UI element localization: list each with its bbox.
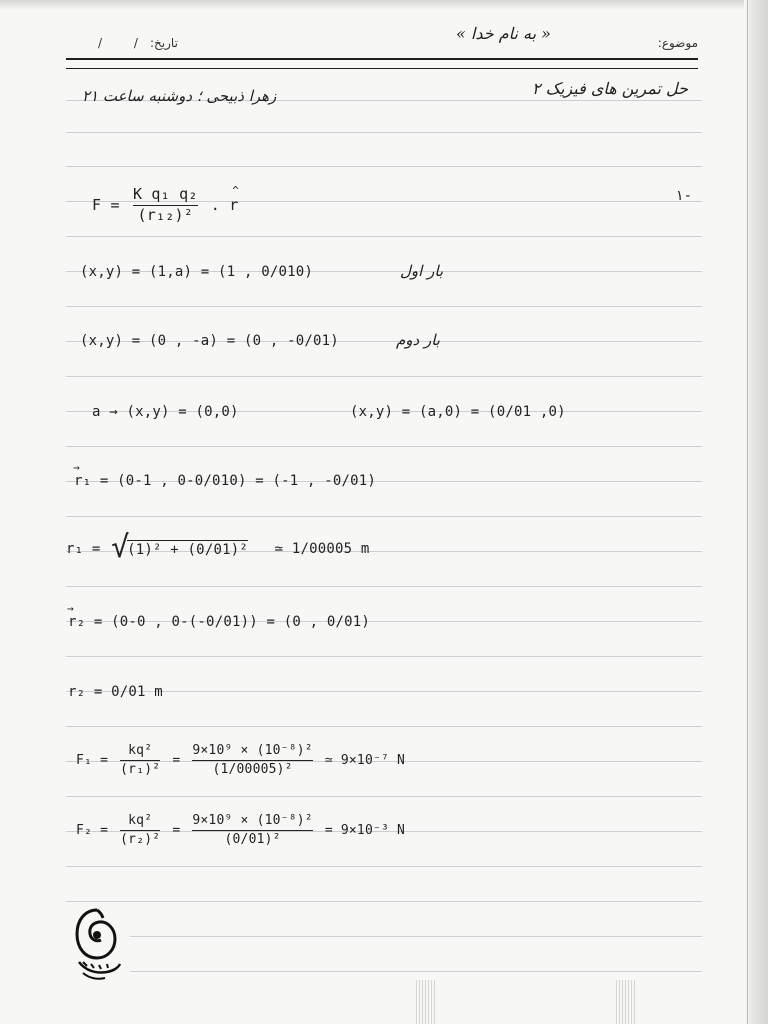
fraction-bar xyxy=(120,830,160,832)
r1-mag-lhs: r₁ = xyxy=(66,541,101,557)
point-a-position: (x,y) = (a,0) = (0/01 ,0) xyxy=(350,404,566,420)
ruled-line xyxy=(130,936,702,937)
f1-frac2-num: 9×10⁹ × (10⁻⁸)² xyxy=(192,743,313,758)
fraction-bar xyxy=(192,760,312,762)
charge1-position: (x,y) = (1,a) = (1 , 0/010) xyxy=(80,264,313,280)
page-title: « به نام خدا » xyxy=(456,24,551,43)
formula-numerator: K q₁ q₂ xyxy=(132,185,198,203)
f2-fraction-2 xyxy=(192,814,312,847)
ruled-line xyxy=(66,516,702,517)
coulomb-formula: F = $\frac{\text{K q₁ q₂}}{\text{(r₁₂)²}}$ . ^ r xyxy=(92,187,239,224)
fraction-bar xyxy=(120,760,160,762)
formula-fraction xyxy=(133,187,198,224)
r1-magnitude xyxy=(66,530,370,565)
f2-lhs: F₂ = xyxy=(76,822,109,838)
charge2-position: (x,y) = (0 , -a) = (0 , -0/01) xyxy=(80,333,339,349)
formula-lhs: F xyxy=(92,196,102,214)
ruled-line xyxy=(66,446,702,447)
formula-denominator: (r₁₂)² xyxy=(137,206,193,225)
ruled-line xyxy=(66,866,702,867)
problem-number: ١- xyxy=(675,188,692,204)
square-root xyxy=(111,530,248,565)
page-right-edge xyxy=(744,0,768,1024)
f1-fraction-2 xyxy=(192,744,312,777)
binding-shadow xyxy=(616,980,636,1024)
header-rule-thin xyxy=(66,68,698,69)
sqrt-body: (1)² + (0/01)² xyxy=(127,542,248,558)
ruled-line xyxy=(66,726,702,727)
ruled-line xyxy=(66,166,702,167)
ruled-line xyxy=(66,236,702,237)
sqrt-symbol: √ xyxy=(111,530,130,565)
unit-vector-r: ^ r xyxy=(229,196,238,214)
ruled-line xyxy=(130,971,702,972)
r2-vector-text: → r₂ = (0-0 , 0-(-0/01)) = (0 , 0/01) xyxy=(68,614,370,630)
formula-equals: = xyxy=(110,196,120,214)
f1-equals: = xyxy=(172,752,181,768)
ruled-line xyxy=(66,901,702,902)
binding-shadow xyxy=(416,980,436,1024)
charge1-label: بار اول xyxy=(400,262,444,280)
f2-equals: = xyxy=(172,822,181,838)
force1-equation xyxy=(76,744,405,777)
f1-lhs: F₁ = xyxy=(76,752,109,768)
r1-mag-rhs: ≃ 1/00005 m xyxy=(274,541,370,557)
ruled-line xyxy=(66,796,702,797)
f2-fraction-1 xyxy=(120,814,160,847)
f2-frac1-num: kq² xyxy=(128,813,153,828)
f1-result: ≃ 9×10⁻⁷ N xyxy=(324,752,406,768)
r1-vector-text: → r₁ = (0-1 , 0-0/010) = (-1 , -0/01) xyxy=(74,473,376,489)
paisley-ornament-icon xyxy=(73,906,123,982)
f2-frac1-den: (r₂)² xyxy=(120,832,161,848)
force2-equation xyxy=(76,814,405,847)
ruled-line xyxy=(66,586,702,587)
header-rule-thick xyxy=(66,58,698,60)
r2-vector xyxy=(68,614,370,630)
r1-vector xyxy=(74,473,376,489)
f1-frac2-den: (1/00005)² xyxy=(212,762,293,778)
ruled-line xyxy=(66,132,702,133)
point-a-origin: a → (x,y) = (0,0) xyxy=(92,404,239,420)
ruled-line xyxy=(66,306,702,307)
author-heading: زهرا ذبیحی ؛ دوشنبه ساعت ۱۲ xyxy=(82,87,277,105)
page-top-shadow xyxy=(0,0,768,10)
exercise-heading: حل تمرین های فیزیک ۲ xyxy=(531,79,688,98)
subject-label: موضوع: xyxy=(657,36,698,50)
charge2-label: بار دوم xyxy=(396,331,440,349)
f1-fraction-1 xyxy=(120,744,160,777)
f1-frac1-den: (r₁)² xyxy=(120,762,161,778)
f2-frac2-num: 9×10⁹ × (10⁻⁸)² xyxy=(192,813,313,828)
f2-frac2-den: (0/01)² xyxy=(224,832,281,848)
date-value: / / xyxy=(98,36,152,50)
date-label: تاریخ: xyxy=(150,36,178,50)
f2-result: = 9×10⁻³ N xyxy=(324,822,406,838)
ruled-line xyxy=(66,656,702,657)
f1-frac1-num: kq² xyxy=(128,743,153,758)
fraction-bar xyxy=(192,830,312,832)
r2-magnitude: r₂ = 0/01 m xyxy=(68,684,163,700)
ruled-line xyxy=(66,376,702,377)
